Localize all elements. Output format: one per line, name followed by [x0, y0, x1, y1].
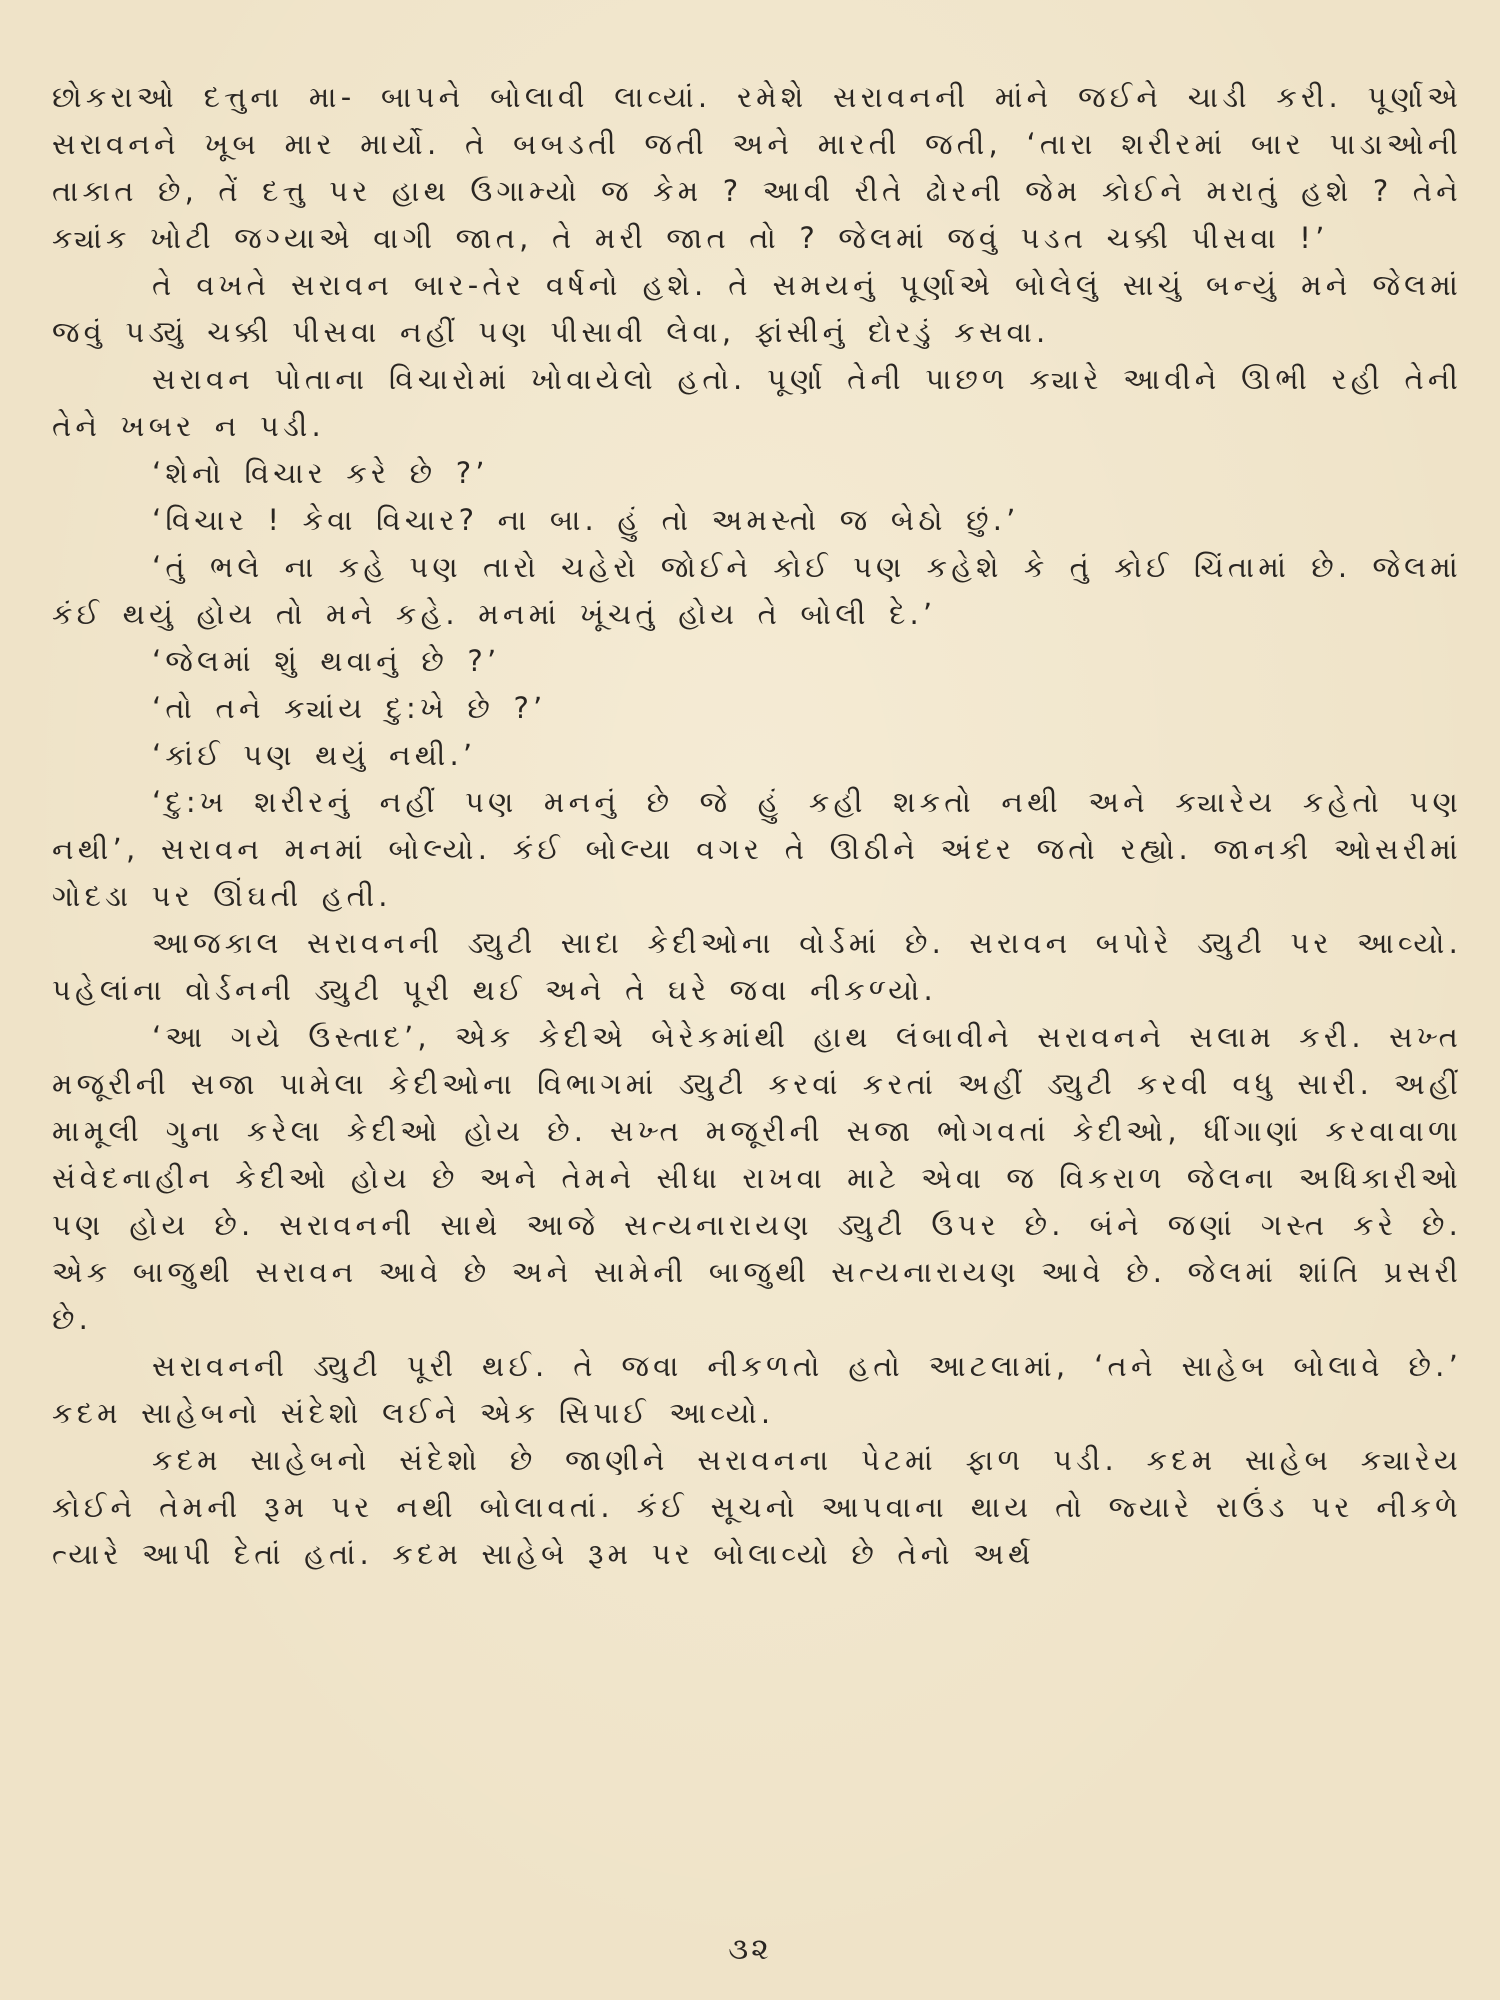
page-number: ૩૨	[728, 1932, 772, 1967]
dialogue-line: ‘તું ભલે ના કહે પણ તારો ચહેરો જોઈને કોઈ પણ કહેશે કે તું કોઈ ચિંતામાં છે. જેલમાં કંઈ થયું હોય તો મને કહે. મનમાં ખૂંચતું હોય તે બોલી દે.’	[52, 550, 1462, 631]
paragraph: કદમ સાહેબનો સંદેશો છે જાણીને સરાવનના પેટમાં ફાળ પડી. કદમ સાહેબ ક્યારેય કોઈને તેમની રૂમ પર નથી બોલાવતાં. કંઈ સૂચનો આપવાના થાય તો જ્યારે રાઉંડ પર નીકળે ત્યારે આપી દેતાં હતાં. કદમ સાહેબે રૂમ પર બોલાવ્યો છે તેનો અર્થ	[52, 1443, 1462, 1571]
dialogue-line: ‘વિચાર ! કેવા વિચાર? ના બા. હું તો અમસ્તો જ બેઠો છું.’	[152, 503, 1020, 537]
dialogue-line: ‘કાંઈ પણ થયું નથી.’	[152, 738, 477, 772]
dialogue-line: ‘જેલમાં શું થવાનું છે ?’	[152, 644, 501, 678]
paragraph: ‘આ ગયે ઉસ્તાદ’, એક કેદીએ બેરેકમાંથી હાથ લંબાવીને સરાવનને સલામ કરી. સખ્ત મજૂરીની સજા પામેલા કેદીઓના વિભાગમાં ડ્યુટી કરવાં કરતાં અહીં ડ્યુટી કરવી વધુ સારી. અહીં મામૂલી ગુના કરેલા કેદીઓ હોય છે. સખ્ત મજૂરીની સજા ભોગવતાં કેદીઓ, ધીંગાણાં કરવાવાળા સંવેદનાહીન કેદીઓ હોય છે અને તેમને સીધા રાખવા માટે એવા જ વિકરાળ જેલના અધિકારીઓ પણ હોય છે. સરાવનની સાથે આજે સત્યનારાયણ ડ્યુટી ઉપર છે. બંને જણાં ગસ્ત કરે છે. એક બાજુથી સરાવન આવે છે અને સામેની બાજુથી સત્યનારાયણ આવે છે. જેલમાં શાંતિ પ્રસરી છે.	[52, 1020, 1462, 1336]
paragraph: સરાવન પોતાના વિચારોમાં ખોવાયેલો હતો. પૂર્ણા તેની પાછળ ક્યારે આવીને ઊભી રહી તેની તેને ખબર ન પડી.	[52, 362, 1462, 443]
dialogue-line: ‘શેનો વિચાર કરે છે ?’	[152, 456, 489, 490]
dialogue-line: ‘તો તને ક્યાંય દુ:ખે છે ?’	[152, 691, 547, 725]
paragraph: તે વખતે સરાવન બાર-તેર વર્ષનો હશે. તે સમયનું પૂર્ણાએ બોલેલું સાચું બન્યું મને જેલમાં જવું પડ્યું ચક્કી પીસવા નહીં પણ પીસાવી લેવા, ફાંસીનું દોરડું કસવા.	[52, 268, 1462, 349]
paragraph: છોકરાઓ દત્તુના મા- બાપને બોલાવી લાવ્યાં. રમેશે સરાવનની માંને જઈને ચાડી કરી. પૂર્ણાએ સરાવનને ખૂબ માર માર્યો. તે બબડતી જતી અને મારતી જતી, ‘તારા શરીરમાં બાર પાડાઓની તાકાત છે, તેં દત્તુ પર હાથ ઉગામ્યો જ કેમ ? આવી રીતે ઢોરની જેમ કોઈને મરાતું હશે ? તેને ક્યાંક ખોટી જગ્યાએ વાગી જાત, તે મરી જાત તો ? જેલમાં જવું પડત ચક્કી પીસવા !’	[52, 80, 1462, 255]
page-text-body	[52, 74, 1462, 1578]
paragraph: આજકાલ સરાવનની ડ્યુટી સાદા કેદીઓના વોર્ડમાં છે. સરાવન બપોરે ડ્યુટી પર આવ્યો. પહેલાંના વોર્ડનની ડ્યુટી પૂરી થઈ અને તે ઘરે જવા નીકળ્યો.	[52, 926, 1462, 1007]
paragraph: ‘દુ:ખ શરીરનું નહીં પણ મનનું છે જે હું કહી શકતો નથી અને ક્યારેય કહેતો પણ નથી’, સરાવન મનમાં બોલ્યો. કંઈ બોલ્યા વગર તે ઊઠીને અંદર જતો રહ્યો. જાનકી ઓસરીમાં ગોદડા પર ઊંઘતી હતી.	[52, 785, 1462, 913]
paragraph: સરાવનની ડ્યુટી પૂરી થઈ. તે જવા નીકળતો હતો આટલામાં, ‘તને સાહેબ બોલાવે છે.’ કદમ સાહેબનો સંદેશો લઈને એક સિપાઈ આવ્યો.	[52, 1349, 1462, 1430]
